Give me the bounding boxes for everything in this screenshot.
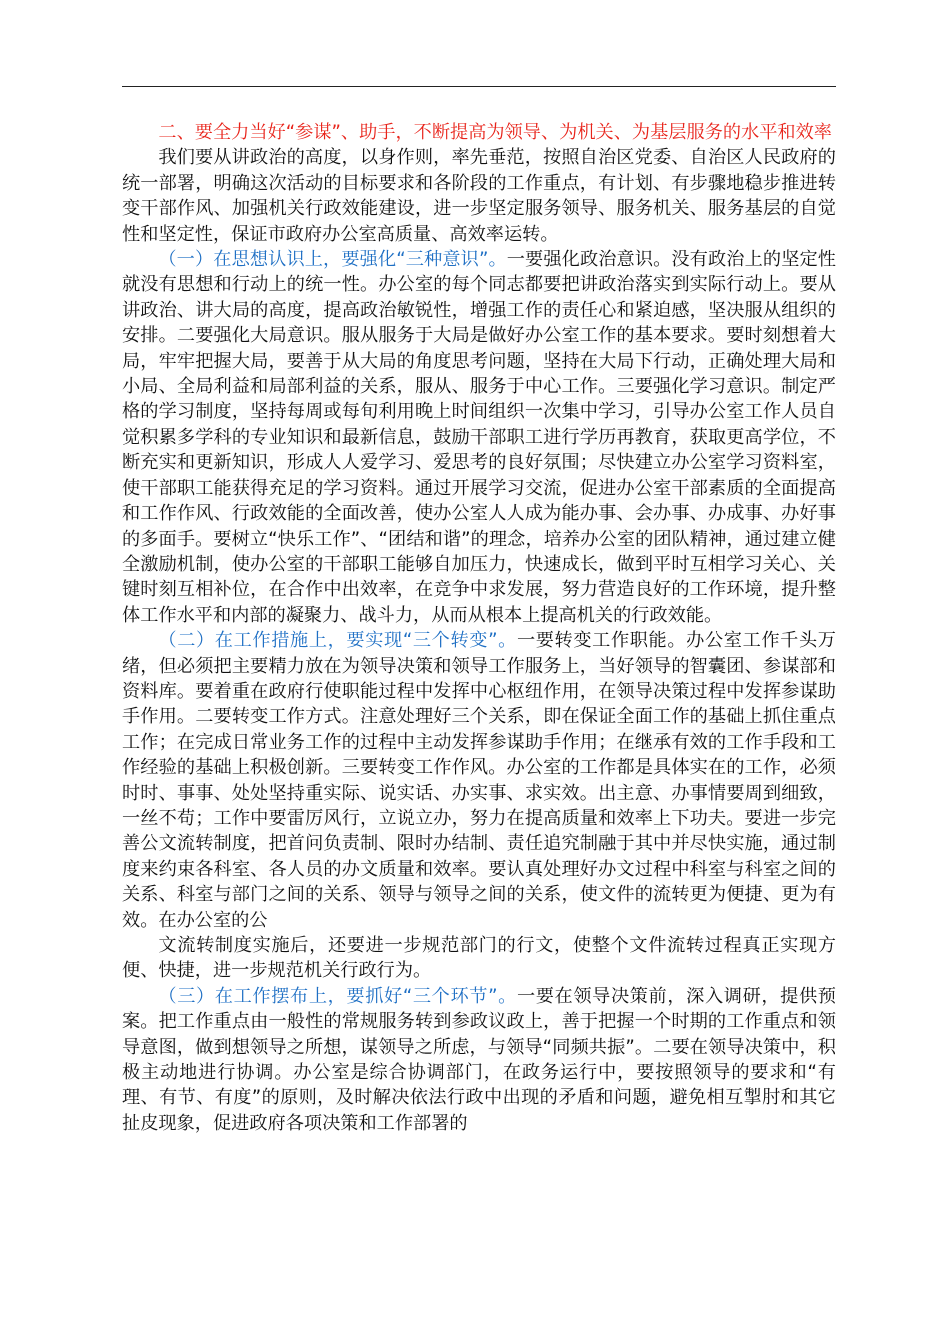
subsection-3 [122, 984, 836, 1136]
continuation-paragraph: 文流转制度实施后，还要进一步规范部门的行文，使整个文件流转过程真正实现方便、快捷，进一步规范机关行政行为。 [122, 935, 836, 982]
document-body [122, 120, 836, 1136]
subsection-2-title: （二）在工作措施上，要实现“三个转变”。 [158, 630, 517, 652]
subsection-1-body: 一要强化政治意识。没有政治上的坚定性就没有思想和行动上的统一性。办公室的每个同志都要把讲政治落实到实际行动上。要从讲政治、讲大局的高度，提高政治敏锐性，增强工作的责任心和紧迫感，坚决服从组织的安排。二要强化大局意识。服从服务于大局是做好办公室工作的基本要求。要时刻想着大局，牢牢把握大局，要善于从大局的角度思考问题，坚持在大局下行动，正确处理大局和小局、全局利益和局部利益的关系，服从、服务于中心工作。三要强化学习意识。制定严格的学习制度，坚持每周或每旬利用晚上时间组织一次集中学习，引导办公室工作人员自觉积累多学科的专业知识和最新信息，鼓励干部职工进行学历再教育，获取更高学位，不断充实和更新知识，形成人人爱学习、爱思考的良好氛围；尽快建立办公室学习资料室，使干部职工能获得充足的学习资料。通过开展学习交流，促进办公室干部素质的全面提高和工作作风、行政效能的全面改善，使办公室人人成为能办事、会办事、办成事、办好事的多面手。要树立“快乐工作”、“团结和谐”的理念，培养办公室的团队精神，通过建立健全激励机制，使办公室的干部职工能够自加压力，快速成长，做到平时互相学习关心、关键时刻互相补位，在合作中出效率，在竞争中求发展，努力营造良好的工作环境，提升整体工作水平和内部的凝聚力、战斗力，从而从根本上提高机关的行政效能。 [122, 249, 836, 626]
subsection-1 [122, 247, 836, 628]
intro-paragraph: 我们要从讲政治的高度，以身作则，率先垂范，按照自治区党委、自治区人民政府的统一部署，明确这次活动的目标要求和各阶段的工作重点，有计划、有步骤地稳步推进转变干部作风、加强机关行政效能建设，进一步坚定服务领导、服务机关、服务基层的自觉性和坚定性，保证市政府办公室高质量、高效率运转。 [122, 147, 836, 245]
subsection-3-title: （三）在工作摆布上，要抓好“三个环节”。 [158, 985, 517, 1007]
subsection-3-body: 一要在领导决策前，深入调研，提供预案。把工作重点由一般性的常规服务转到参政议政上，善于把握一个时期的工作重点和领导意图，做到想领导之所想，谋领导之所虑，与领导“同频共振”。二要在领导决策中，积极主动地进行协调。办公室是综合协调部门，在政务运行中，要按照领导的要求和“有理、有节、有度”的原则，及时解决依法行政中出现的矛盾和问题，避免相互掣肘和其它扯皮现象，促进政府各项决策和工作部署的 [122, 985, 836, 1134]
subsection-1-title: （一）在思想认识上，要强化“三种意识”。 [158, 249, 507, 271]
header-rule [122, 86, 836, 87]
subsection-2 [122, 628, 836, 933]
subsection-2-body: 一要转变工作职能。办公室工作千头万绪，但必须把主要精力放在为领导决策和领导工作服务上，当好领导的智囊团、参谋部和资料库。要着重在政府行使职能过程中发挥中心枢纽作用，在领导决策过程中发挥参谋助手作用。二要转变工作方式。注意处理好三个关系，即在保证全面工作的基础上抓住重点工作；在完成日常业务工作的过程中主动发挥参谋助手作用；在继承有效的工作手段和工作经验的基础上积极创新。三要转变工作作风。办公室的工作都是具体实在的工作，必须时时、事事、处处坚持重实际、说实话、办实事、求实效。出主意、办事情要周到细致，一丝不苟；工作中要雷厉风行，立说立办，努力在提高质量和效率上下功夫。要进一步完善公文流转制度，把首问负责制、限时办结制、责任追究制融于其中并尽快实施，通过制度来约束各科室、各人员的办文质量和效率。要认真处理好办文过程中科室与科室之间的关系、科室与部门之间的关系、领导与领导之间的关系，使文件的流转更为便捷、更为有效。在办公室的公 [122, 630, 836, 931]
section-heading: 二、要全力当好“参谋”、助手，不断提高为领导、为机关、为基层服务的水平和效率 [158, 122, 832, 143]
